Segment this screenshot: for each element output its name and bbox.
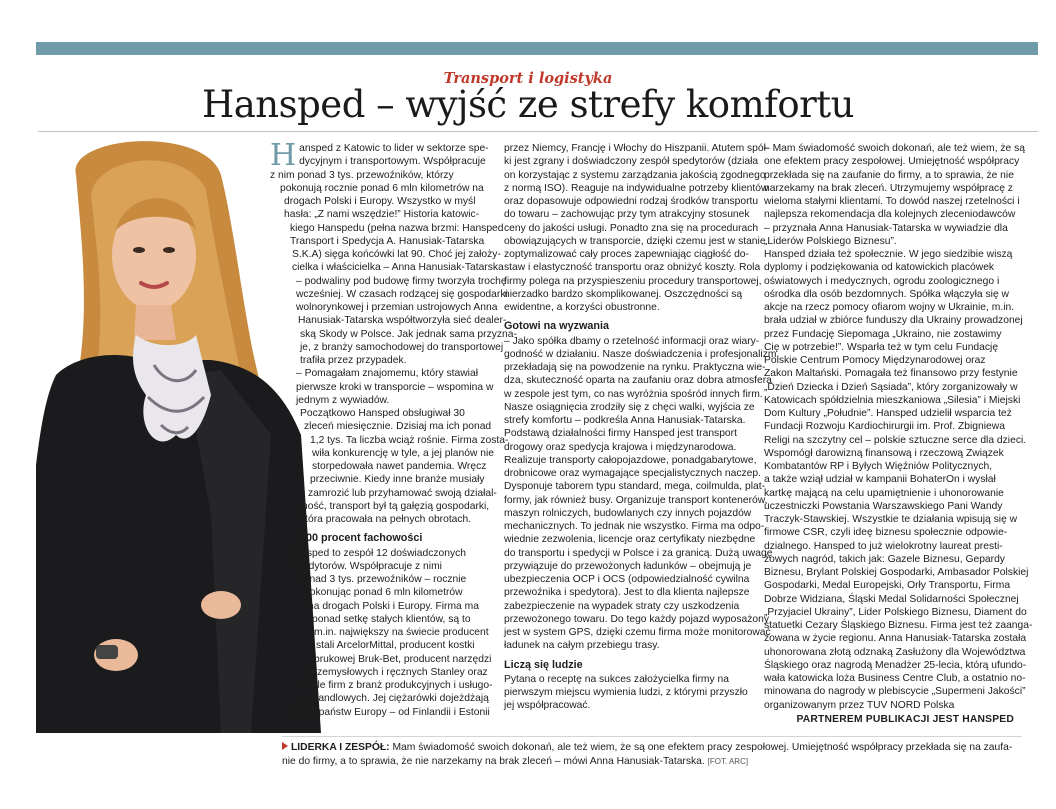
text-line: hasła: „Z nami wszędzie!” Historia katowic- [284,209,480,221]
text-line: pokonując ponad 6 mln kilometrów [304,587,463,599]
text-line: dzialnego. Hansped to już wielokrotny laureat presti- [764,540,1003,552]
text-line: ewidentne, a korzyści obustronne. [504,302,660,313]
text-line: drogowy oraz spedycja krajowa i międzynarodowa. [504,441,737,453]
text-line: nierzadko bardzo skomplikowanej. Oszczędności są [504,288,743,300]
text-line: przez Niemcy, Francję i Włochy do Hiszpanii. Atutem spół- [504,143,770,154]
text-line: uhonorowana złotą odznaką Zasłużony dla Województwa [764,646,1026,658]
text-line: żowych nagród, takich jak: Gazele Biznesu, Gepardy [764,553,1005,565]
photo-caption [282,741,1022,769]
text-line: wiednie zezwolenia, licencje oraz certyfikaty niezbędne [504,534,756,546]
text-line: oświatowych i medycznych, ogrodu zoologicznego i [764,275,1000,287]
text-line: drobnicowe oraz wymagające specjalistycznych naczep. [504,468,761,479]
text-line: zoptymalizować cały proces zapewniając ciągłość do- [504,249,749,260]
article-column-3 [764,142,1033,726]
text-line: ansped z Katowic to lider w sektorze spe- [299,143,489,154]
text-line: przez Fundację Siepomaga „Ukraino, nie zostawimy [764,328,1002,340]
text-line: Polskie Centrum Pomocy Międzynarodowej oraz [764,355,986,366]
text-line: Cię w potrzebie!”. Wsparła też w tym celu Fundację [764,341,999,353]
text-line: Biznesu, Brylant Polskiej Gospodarki, Ambasador Polskiej [764,567,1029,578]
text-line: wolnorynkowej i przemian ustrojowych Anna [296,302,498,313]
text-line: do towaru – zachowując przy tym atrakcyjny stosunek [504,209,750,221]
text-line: zleceń miesięcznie. Dzisiaj ma ich ponad [304,421,492,433]
text-line: 1,2 tys. Ta liczba wciąż rośnie. Firma zosta- [310,434,509,446]
text-line: brukowej Bruk-Bet, producent narzędzi [314,653,492,665]
caption-divider [282,736,1022,737]
text-line: wiele firm z branż produkcyjnych i usługo- [302,680,493,691]
column-3-paragraphs [764,142,1033,712]
text-line: wcześniej. W czasach rodzącej się gospodarki [296,288,508,300]
text-line: kiego Hanspedu (pełna nazwa brzmi: Hansped [290,222,504,234]
text-line: jej współpracować. [504,700,591,712]
text-line: Zakon Maltański. Pomagała też finansowo przy festynie [764,368,1018,380]
text-line: ładunek na całym przebiegu trasy. [504,640,660,652]
text-line: akcje na rzecz pomocy ofiarom wojny w Ukrainie, m.in. [764,302,1015,313]
text-line: – Mam świadomość swoich dokonań, ale też wiem, że są [764,143,1025,154]
text-line: Kombatantów RP i Byłych Więźniów Politycznych, [764,461,993,472]
text-line: pierwszym miejscu wymienia ludzi, z którymi przyszło [504,687,748,698]
text-line: Nasze osiągnięcia zrodziły się z chęci walki, wyjścia ze [504,401,755,413]
text-line: godność w działaniu. Nasze doświadczenia i profesjonalizm [504,348,777,360]
text-line: jest w system GPS, dzięki czemu firma może monitorować [504,627,771,638]
caption-triangle-icon [282,742,288,750]
text-line: organizowanym przez TUV NORD Polska [764,699,955,711]
text-line: obowiązujących w transporcie, dzięki czemu jest w stanie [504,235,766,247]
text-line: Religi na szczytny cel – polskie sztuczne serce dla dzieci. [764,434,1027,446]
text-line: żowana w życie regionu. Anna Hanusiak-Tatarska została [764,633,1027,645]
text-line: wała katowicka loża Business Centre Club, a ostatnio no- [764,673,1026,684]
text-line: S.K.A) sięga końcówki lat 90. Choć jej założy- [292,249,501,260]
text-line: z nim ponad 3 tys. przewoźników, którzy [270,169,454,181]
text-line: wiła konkurencję w tyle, a jej planów nie [312,447,495,459]
text-line: je, z branży samochodowej do transportowej [300,341,504,353]
text-line: ki jest zgrany i doświadczony zespół spedytorów (działa [504,156,759,168]
text-line: Hansped to zespół 12 doświadczonych [288,547,467,559]
text-line: – podwaliny pod budowę firmy tworzyła trochę [296,275,507,287]
text-line: statuetki Cezary Śląskiego Biznesu. Firma jest też zaanga- [764,620,1033,631]
text-line: „Dzień Dziecka i Dzień Sąsiada”, który zorganizowały w [764,381,1018,393]
text-line: spedytorów. Współpracuje z nimi [292,560,442,572]
text-line: na drogach Polski i Europy. Firma ma [308,600,479,612]
text-line: – Pomagałam znajomemu, który stawiał [296,368,478,380]
text-line: formy, jak również busy. Organizuje transport kontenerów, [504,494,768,506]
text-line: one efektem pracy zespołowej. Umiejętność współpracy [764,156,1020,168]
text-line: przywiązuje do przewożonych ładunków – obejmują je [504,560,752,572]
text-line: strefy komfortu – podkreśla Anna Hanusiak-Tatarska. [504,415,746,426]
text-line: ośrodka dla osób bezdomnych. Spółka włączyła się w [764,288,1009,300]
drop-cap: H [270,138,297,173]
text-line: ubezpieczenia OCP i OCS (odpowiedzialność cywilna [504,574,750,585]
text-line: Traczyk-Stawskiej. Wszystkie te działania wpisują się w [764,514,1018,525]
text-line: ponad setkę stałych klientów, są to [312,613,471,625]
text-line: m.in. największy na świecie producent [314,627,489,638]
text-line: „Liderów Polskiego Biznesu”. [764,235,897,247]
text-line: zamrozić lub przyhamować swoją działal- [308,487,497,499]
text-line: Dom Kultury „Południe”. Hansped udzielił wsparcia też [764,408,1012,419]
text-line: Dobrze Widziana, Śląski Medal Solidarności Społecznej [764,593,1019,605]
text-line: do transportu i spedycji w Polsce i za granicą. Dużą uwagę [504,547,773,559]
column-2-paragraphs-b [504,335,777,653]
text-line: brała udział w zbiórce funduszy dla Ukrainy prowadzonej [764,315,1023,327]
text-line: Wspomógł darowizną finansową i rzeczową Związek [764,447,1004,459]
title-divider [38,131,1038,132]
text-line: maszyn rolniczych, budowlanych czy innych pojazdów [504,507,752,519]
text-line: dyplomy i podziękowania od katowickich placówek [764,262,995,274]
text-line: ceny do jakości usługi. Ponadto zna się na procedurach [504,222,759,234]
text-line: kartkę mającą na celu upamiętnienie i uhonorowanie [764,487,1004,499]
article-title: Hansped – wyjść ze strefy komfortu [201,83,855,126]
text-line: Dysponuje taborem typu standard, mega, coilmulda, plat- [504,481,765,493]
article-column-2 [504,142,777,713]
text-line: wo-handlowych. Jej ciężarówki dojeżdżają [296,693,489,705]
text-line: – Jako spółka dbamy o rzetelność informacji oraz wiary- [504,335,760,347]
text-line: przemysłowych i ręcznych Stanley oraz [308,666,488,678]
text-line: minowana do nagrody w plebiscycie „Supermeni Jakości” [764,686,1026,698]
text-line: Transport i Spedycja A. Hanusiak-Tatarska [290,235,485,247]
caption-lead: LIDERKA I ZESPÓŁ: [291,742,390,753]
text-line: z normą ISO). Reaguje na indywidualne potrzeby klientów [504,182,769,194]
subheading-200-procent: 200 procent fachowości [300,532,423,545]
text-line: oraz dopasowuje odpowiedni rodzaj środków transportu [504,196,759,207]
column-2-paragraphs [504,142,770,314]
subheading-ludzie: Liczą się ludzie [504,658,583,671]
text-line: Hansped działa też społecznie. W jego siedzibie wiszą [764,249,1013,260]
text-line: Początkowo Hansped obsługiwał 30 [300,408,465,419]
text-line: Fundacji Rozwoju Kardiochirurgii im. Prof. Zbigniewa [764,421,1005,433]
text-line: stali ArcelorMittal, producent kostki [316,640,475,652]
column-1-paragraphs [270,138,517,526]
text-line: Pytana o receptę na sukces założycielka firmy na [504,673,729,685]
text-line: firmy polega na przyspieszeniu procedury transportowej, [504,275,762,287]
text-line: trafiła przez przypadek. [300,355,407,366]
text-line: Śląskiego oraz nagrodą Menadżer 25-lecia, którą ufundo- [764,659,1027,671]
column-2-paragraphs-c [504,673,748,713]
text-line: „Przyjaciel Ukrainy”, Lider Polskiego Biznesu, Diament do [764,606,1027,618]
section-kicker: Transport i logistyka [443,70,613,87]
text-line: Realizuje transporty całopojazdowe, ponadgabarytowe, [504,454,757,466]
text-line: do 32 państw Europy – od Finlandii i Estonii [290,706,490,718]
text-line: przewoźnika i spedytora). Jest to dla klienta najlepsze [504,587,750,599]
text-line: przekłada się na zaufanie do firmy, a to sprawia, że nie [764,169,1014,181]
text-line: dycyjnym i transportowym. Współpracuje [299,156,486,168]
text-line: firmowe CSR, czyli ideę biznesu społecznie odpowie- [764,527,1008,539]
text-line: dza, skuteczność oparta na zaufaniu oraz dobra atmosfera [504,375,772,387]
text-line: – przyznała Anna Hanusiak-Tatarska w wywiadzie dla [764,222,1008,234]
text-line: narzekamy na brak zleceń. Utrzymujemy współpracę z [764,182,1013,194]
text-line: przekładają się na powodzenie na rynku. Praktyczna wie- [504,362,766,373]
text-line: w zespole jest tym, co nas wyróżnia spośród innych firm. [504,388,763,400]
caption-text: Mam świadomość swoich dokonań, ale też wiem, że są one efektem pracy zespołowej. Umiejętność współpracy przekłada się na zaufa-nie do firmy, a to sprawia, że nie narzekamy na brak zleceń – mówi Anna Hanusiak-Tatarska. [282,742,1013,767]
text-line: uczestniczki Powstania Warszawskiego Pani Wandy [764,500,1003,512]
partner-note: PARTNEREM PUBLIKACJI JEST HANSPED [796,713,1014,725]
text-line: najlepsza rekomendacja dla kolejnych zleceniodawców [764,209,1016,221]
text-line: drogach Polski i Europy. Wszystko w myśl [284,196,476,207]
text-line: Podstawą działalności firmy Hansped jest transport [504,428,737,440]
text-line: jednym z wywiadów. [296,394,390,406]
text-line: Hanusiak-Tatarska współtworzyła sieć dealer- [298,315,507,327]
text-line: ność, transport był tą gałęzią gospodarki, [302,500,490,512]
column-1-paragraphs-b [270,547,498,719]
text-line: pokonują rocznie ponad 6 mln kilometrów na [280,182,484,194]
text-line: Gospodarki, Medal Europejski, Orły Transportu, Firma [764,580,1011,592]
text-line: przewożonego towaru. Do tego każdy pojazd wyposażony [504,613,770,625]
article-column-1 [270,138,517,719]
text-line: pierwsze kroki w transporcie – wspomina w [296,381,494,393]
text-line: która pracowała na pełnych obrotach. [300,514,472,525]
photo-credit: [FOT. ARC] [707,757,749,766]
text-line: staw i elastyczność transportu oraz obniżyć koszty. Rola [504,262,761,274]
text-line: a także wziął udział w kampanii BohaterOn i wysłał [764,474,996,486]
text-line: storpedowała nawet pandemia. Wręcz [312,461,487,472]
text-line: wieloma stałymi klientami. To dowód naszej rzetelności i [764,196,1020,207]
text-line: mechanicznych. To jednak nie wszystko. Firma ma odpo- [504,521,765,532]
subheading-gotowi: Gotowi na wyzwania [504,320,609,333]
text-line: ponad 3 tys. przewoźników – rocznie [298,574,467,585]
top-accent-bar [36,42,1038,55]
text-line: ską Skody w Polsce. Jak jednak sama przyzna- [300,328,517,340]
text-line: on korzystając z systemu zarządzania jakością zgodnego [504,169,766,181]
text-line: Katowicach spółdzielnia mieszkaniowa „Silesia” i Miejski [764,394,1021,406]
text-line: cielka i właścicielka – Anna Hanusiak-Tatarska [292,262,504,274]
text-line: zabezpieczenie na wypadek straty czy uszkodzenia [504,600,740,612]
text-line: przeciwnie. Kiedy inne branże musiały [310,474,485,486]
